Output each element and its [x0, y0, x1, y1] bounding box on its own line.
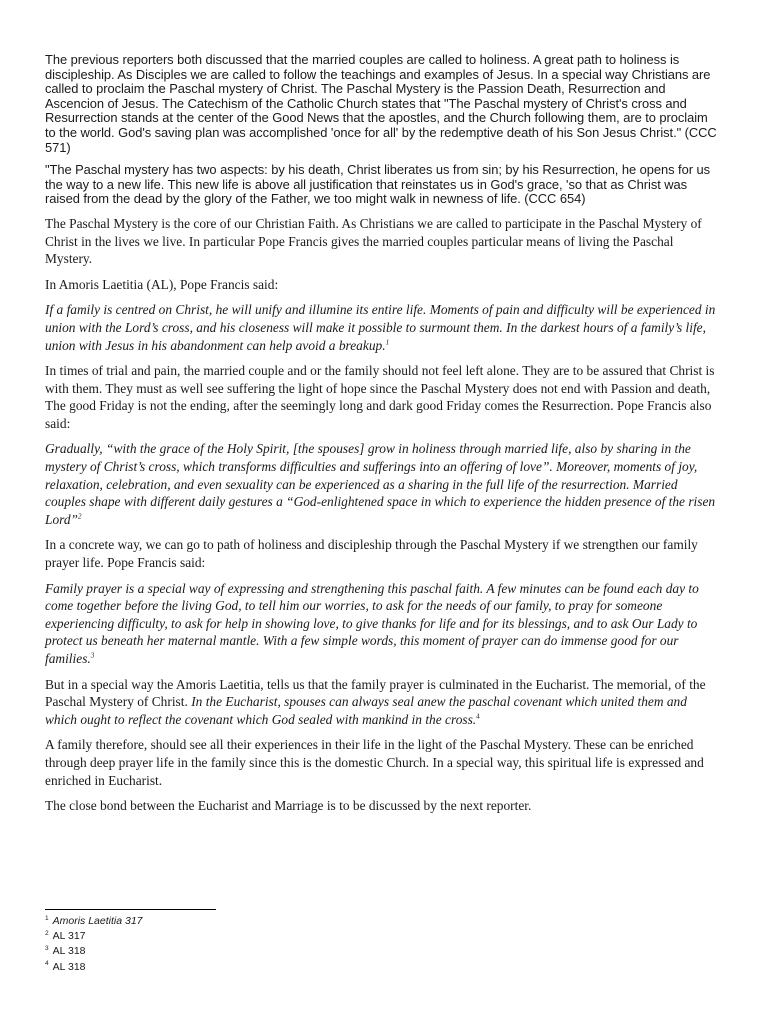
footnote-text: Amoris Laetitia 317 — [52, 915, 143, 927]
quote-2-text: Gradually, “with the grace of the Holy Spirit, [the spouses] grow in holiness through married life, also by sharing in the mystery of Christ’s cross, which transforms difficulties and sufferings into an offering of love”. Moreover, moments of joy, relaxation, celebration, and even sexuality can be experienced as a sharing in the full life of the resurrection. Married couples shape with different daily gestures a “God-enlightened space in which to experience the hidden presence of the risen Lord” — [45, 441, 716, 527]
quote-1-text: If a family is centred on Christ, he will unify and illumine its entire life. Moments of pain and difficulty will be experienced in union with the Lord’s cross, and his closeness will make it possible to surmount them. In the darkest hours of a family’s life, union with Jesus in his abandonment can help avoid a breakup. — [45, 302, 716, 353]
footnote-text: AL 318 — [52, 960, 86, 973]
footnote-ref-1: 1 — [385, 338, 390, 347]
footnote-number: 2 — [45, 929, 49, 937]
paragraph-trial-pain: In times of trial and pain, the married couple and or the family should not feel left alone. They are to be assured that Christ is with them. They must as well see suffering the light of hope since the Paschal Mystery does not end with Passion and death, The good Friday is not the ending, after the seemingly long and dark good Friday comes the Resurrection. Pope Francis also said: — [45, 363, 715, 431]
quote-3-text: Family prayer is a special way of expressing and strengthening this paschal faith. A few minutes can be found each day to come together before the living God, to tell him our worries, to ask for the needs of our family, to pray for someone experiencing difficulty, to ask for help in showing love, to give thanks for life and for its blessings, and to ask Our Lady to protect us beneath her maternal mantle. With a few simple words, this moment of prayer can do immense good for our families. — [45, 580, 699, 666]
paragraph-amoris-intro: In Amoris Laetitia (AL), Pope Francis said: — [45, 276, 279, 292]
footnote-text: AL 318 — [52, 945, 86, 958]
footnote-number: 4 — [45, 960, 49, 968]
footnote-number: 1 — [45, 914, 49, 922]
paragraph-next-reporter: The close bond between the Eucharist and Marriage is to be discussed by the next reporter. — [45, 798, 532, 814]
paragraph-concrete-way: In a concrete way, we can go to path of holiness and discipleship through the Paschal Mystery if we strengthen our family prayer life. Pope Francis said: — [45, 537, 698, 571]
footnote-ref-2: 2 — [78, 512, 82, 521]
paragraph-eucharist-text: But in a special way the Amoris Laetitia, tells us that the family prayer is culminated in the Eucharist. The memorial, of the Paschal Mystery of Christ. — [45, 676, 706, 710]
paragraph-ccc-654: "The Paschal mystery has two aspects: by his death, Christ liberates us from sin; by his Resurrection, he opens for us the way to a new life. This new life is above all justification that reinstates us in God's grace, 'so that as Christ was raised from the dead by the glory of the Father, we too might walk in newness of life. (CCC 654) — [45, 162, 710, 207]
document-body — [45, 53, 721, 823]
footnote-ref-4: 4 — [476, 712, 480, 721]
quote-1 — [45, 301, 721, 354]
footnote-4 — [45, 960, 345, 975]
paragraph-intro: The previous reporters both discussed that the married couples are called to holiness. A great path to holiness is discipleship. As Disciples we are called to follow the teachings and examples of Jesus. In a special way Christians are called to proclaim the Paschal mystery of Christ. The Paschal Mystery is the Passion Death, Resurrection and Ascencion of Jesus. The Catechism of the Catholic Church states that "The Paschal mystery of Christ's cross and Resurrection stands at the center of the Good News that the apostles, and the Church following them, are to proclaim to the world. God's saving plan was accomplished 'once for all' by the redemptive death of his Son Jesus Christ." (CCC 571) — [45, 52, 717, 155]
footnote-ref-3: 3 — [90, 651, 95, 660]
footnote-number: 3 — [45, 944, 49, 952]
footnotes — [45, 909, 345, 975]
footnote-3 — [45, 944, 345, 959]
footnote-1 — [45, 914, 345, 929]
footnote-text: AL 317 — [52, 930, 86, 943]
paragraph-family-experiences: A family therefore, should see all their experiences in their life in the light of the Paschal Mystery. These can be enriched through deep prayer life in the family since this is the domestic Church. In a special way, this spiritual life is expressed and enriched in Eucharist. — [45, 737, 704, 788]
quote-3 — [45, 580, 721, 668]
paragraph-eucharist — [45, 676, 721, 729]
footnote-separator — [45, 909, 216, 910]
footnote-2 — [45, 929, 345, 944]
quote-2 — [45, 440, 721, 528]
paragraph-core-faith: The Paschal Mystery is the core of our Christian Faith. As Christians we are called to participate in the Paschal Mystery of Christ in the lives we live. In particular Pope Francis gives the married couples particular means of living the Paschal Mystery. — [45, 215, 702, 267]
paragraph-eucharist-quote: In the Eucharist, spouses can always seal anew the paschal covenant which united them and which ought to reflect the covenant which God sealed with mankind in the cross. — [45, 694, 687, 727]
